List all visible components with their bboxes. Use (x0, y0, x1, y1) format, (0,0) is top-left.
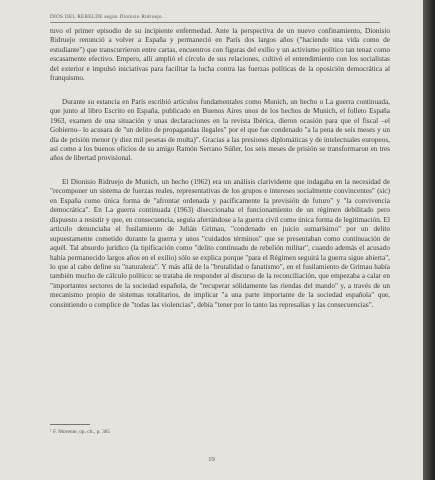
paragraph-2: Durante su estancia en París escribió artículos fundamentales como Munich, un hecho o La guerra continuada, que junto al libro Escrito en España, publicado en Buenos Aires unos de los hechos de Munich, el folleto España 1963, examen de una situación y unas declaraciones en la revista Ibérica, dieron ocasión para que el fiscal –el Gobierno– lo acusara de "un delito de propagandas ilegales" por el que fue condenado "a la pena de seis meses y un día de prisión menor (y diez mil pesetas de multa)". Gracias a las presiones diplomáticas y de intelectuales europeos, así como a los buenos oficios de su amigo Ramón Serrano Súñer, los seis meses de prisión se transformaron en tres años de libertad provisional. (50, 97, 390, 163)
book-spine-shadow (423, 0, 435, 480)
running-header: DIOS DEL REBELDE según Dionisio Ridruejo (50, 14, 380, 23)
paragraph-1: tuvo el primer episodio de su incipiente enfermedad. Ante la perspectiva de un nuevo confinamiento, Dionisio Ridruejo renunció a volver a España y permaneció en París dos largos años ("haciendo una vida como de estudiante") que transcurrieron entre cartas, encuentros con figuras del exilio y un activismo político tan tenaz como escasamente efectivo. Empero, allí amplió el círculo de sus relaciones, cultivó el entendimiento con los socialistas del exterior e impulsó iniciativas para facilitar la lucha contra las fuerzas políticas de la oposición democrática al franquismo. (50, 27, 390, 83)
footnote-divider (50, 424, 90, 425)
page-number: 19 (208, 456, 215, 463)
footnote: ¹ F. Morente, op. cit., p. 385 (50, 429, 111, 435)
paragraph-3: El Dionisio Ridruejo de Munich, un hecho (1962) era un análisis clarividente que indagaba en la necesidad de "recomponer un sistema de fuerzas reales, representativas de los grupos e intereses socialmente convincentes" (sic) en España como única forma de "afrontar ordenada y pacíficamente la previsión de futuro" y "la convivencia democrática". En La guerra continuada (1963) diseccionaba el funcionamiento de un régimen debilitado pero dispuesto a resistir y que, en consecuencia, seguía aferrándose a la guerra civil como única forma de legitimación. El artículo denunciaba el fusilamiento de Julián Grimau, "condenado en juicio sumarísimo" por un delito supuestamente cometido durante la guerra y unos "cuidados términos" que se presentaban como continuación de aquél. Tal absurdo jurídico (la tipificación como "delito continuado de rebelión militar", cuando además el acusado había permanecido largos años en el exilio) sólo se explica porque "para el Régimen seguirá la guerra sigue abierta", lo que al cabo define su "naturaleza". Y más allá de la "brutalidad o fanatismo", en el fusilamiento de Grimau había también mucho de cálculo político: se trataba de responder al discurso de la reconciliación, que empezaba a calar en "importantes sectores de la sociedad española, de "recuperar sólidamente las riendas del mando" y, a través de un mecanismo propio de sistemas totalitarios, de implicar "a una parte importante de la sociedad española" que, consintiendo o complice de "todas las violencias", debía "tener por lo tanto las represalias y las consecuencias". (50, 177, 390, 309)
body-text (50, 27, 390, 316)
